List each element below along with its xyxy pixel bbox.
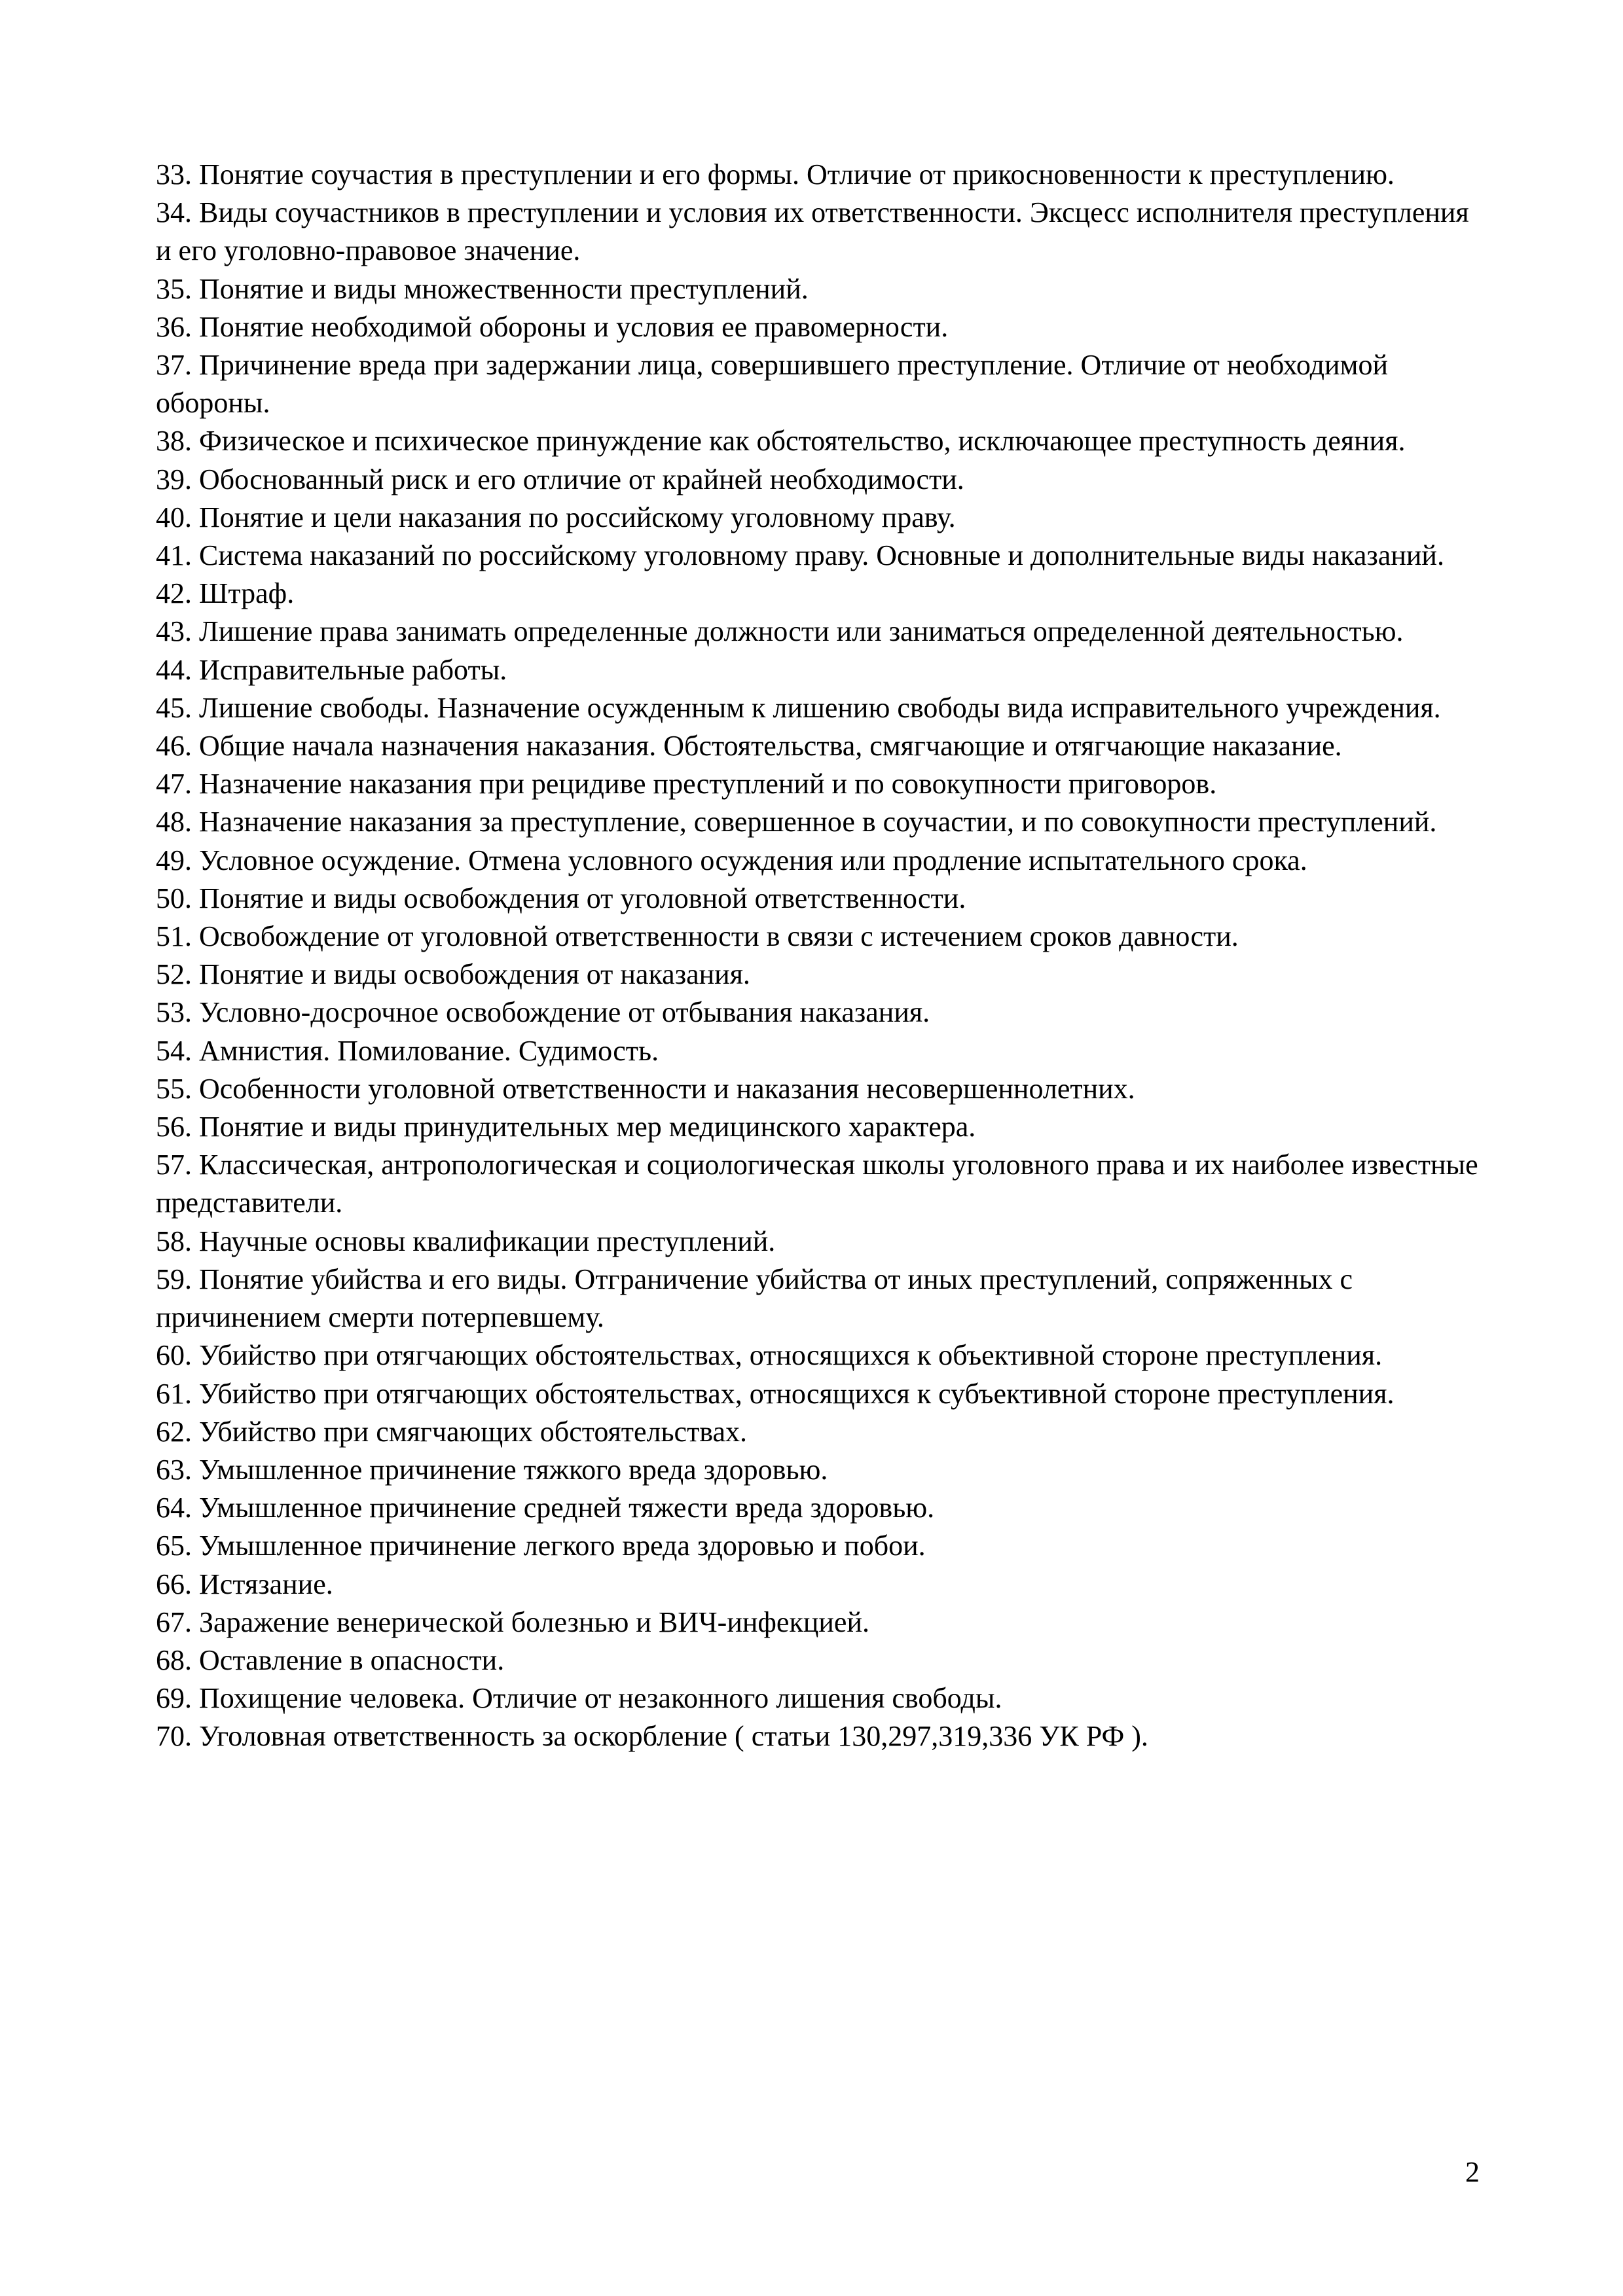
question-item: 48. Назначение наказания за преступление, совершенное в соучастии, и по совокупности преступлений.: [156, 806, 1437, 838]
question-item: 50. Понятие и виды освобождения от уголовной ответственности.: [156, 882, 966, 914]
question-item: 60. Убийство при отягчающих обстоятельствах, относящихся к объективной стороне преступления.: [156, 1339, 1383, 1372]
question-item: 45. Лишение свободы. Назначение осужденным к лишению свободы вида исправительного учреждения.: [156, 691, 1441, 724]
question-item: 66. Истязание.: [156, 1568, 333, 1600]
question-item: 52. Понятие и виды освобождения от наказания.: [156, 958, 750, 991]
question-item: 47. Назначение наказания при рецидиве преступлений и по совокупности приговоров.: [156, 768, 1217, 800]
question-item: 51. Освобождение от уголовной ответственности в связи с истечением сроков давности.: [156, 920, 1239, 953]
question-item: 64. Умышленное причинение средней тяжести вреда здоровью.: [156, 1492, 935, 1524]
question-item: 56. Понятие и виды принудительных мер медицинского характера.: [156, 1111, 976, 1143]
question-item: 53. Условно-досрочное освобождение от отбывания наказания.: [156, 996, 930, 1029]
question-item: 63. Умышленное причинение тяжкого вреда здоровью.: [156, 1453, 828, 1486]
question-item: 39. Обоснованный риск и его отличие от крайней необходимости.: [156, 463, 964, 495]
question-item: 59. Понятие убийства и его виды. Отграничение убийства от иных преступлений, сопряженных с причинением смерти потерпевшему.: [156, 1263, 1353, 1334]
question-item: 69. Похищение человека. Отличие от незаконного лишения свободы.: [156, 1682, 1002, 1715]
question-item: 70. Уголовная ответственность за оскорбление ( статьи 130,297,319,336 УК РФ ).: [156, 1720, 1148, 1753]
question-item: 35. Понятие и виды множественности преступлений.: [156, 272, 809, 305]
question-item: 68. Оставление в опасности.: [156, 1643, 505, 1676]
question-item: 61. Убийство при отягчающих обстоятельствах, относящихся к субъективной стороне преступления.: [156, 1377, 1395, 1410]
question-item: 43. Лишение права занимать определенные должности или заниматься определенной деятельностью.: [156, 615, 1404, 648]
question-item: 65. Умышленное причинение легкого вреда здоровью и побои.: [156, 1530, 926, 1562]
question-item: 37. Причинение вреда при задержании лица, совершившего преступление. Отличие от необходимой обороны.: [156, 349, 1388, 420]
question-item: 46. Общие начала назначения наказания. Обстоятельства, смягчающие и отягчающие наказание.: [156, 730, 1342, 762]
question-item: 44. Исправительные работы.: [156, 653, 507, 686]
question-item: 67. Заражение венерической болезнью и ВИЧ-инфекцией.: [156, 1605, 870, 1638]
question-item: 49. Условное осуждение. Отмена условного осуждения или продление испытательного срока.: [156, 844, 1307, 876]
page-number: 2: [1465, 2156, 1480, 2188]
question-item: 41. Система наказаний по российскому уголовному праву. Основные и дополнительные виды наказаний.: [156, 539, 1444, 572]
question-item: 42. Штраф.: [156, 577, 295, 610]
question-list: [156, 156, 1491, 1756]
question-item: 36. Понятие необходимой обороны и условия ее правомерности.: [156, 310, 949, 343]
question-item: 38. Физическое и психическое принуждение как обстоятельство, исключающее преступность деяния.: [156, 425, 1406, 457]
question-item: 62. Убийство при смягчающих обстоятельствах.: [156, 1415, 748, 1448]
question-item: 33. Понятие соучастия в преступлении и его формы. Отличие от прикосновенности к преступлению.: [156, 158, 1395, 190]
question-item: 58. Научные основы квалификации преступлений.: [156, 1225, 776, 1257]
question-item: 54. Амнистия. Помилование. Судимость.: [156, 1034, 659, 1067]
question-item: 55. Особенности уголовной ответственности и наказания несовершеннолетних.: [156, 1072, 1135, 1105]
question-item: 34. Виды соучастников в преступлении и условия их ответственности. Эксцесс исполнителя преступления и его уголовно-правовое значение.: [156, 196, 1469, 267]
question-item: 57. Классическая, антропологическая и социологическая школы уголовного права и их наиболее известные представители.: [156, 1149, 1478, 1219]
question-item: 40. Понятие и цели наказания по российскому уголовному праву.: [156, 501, 956, 533]
